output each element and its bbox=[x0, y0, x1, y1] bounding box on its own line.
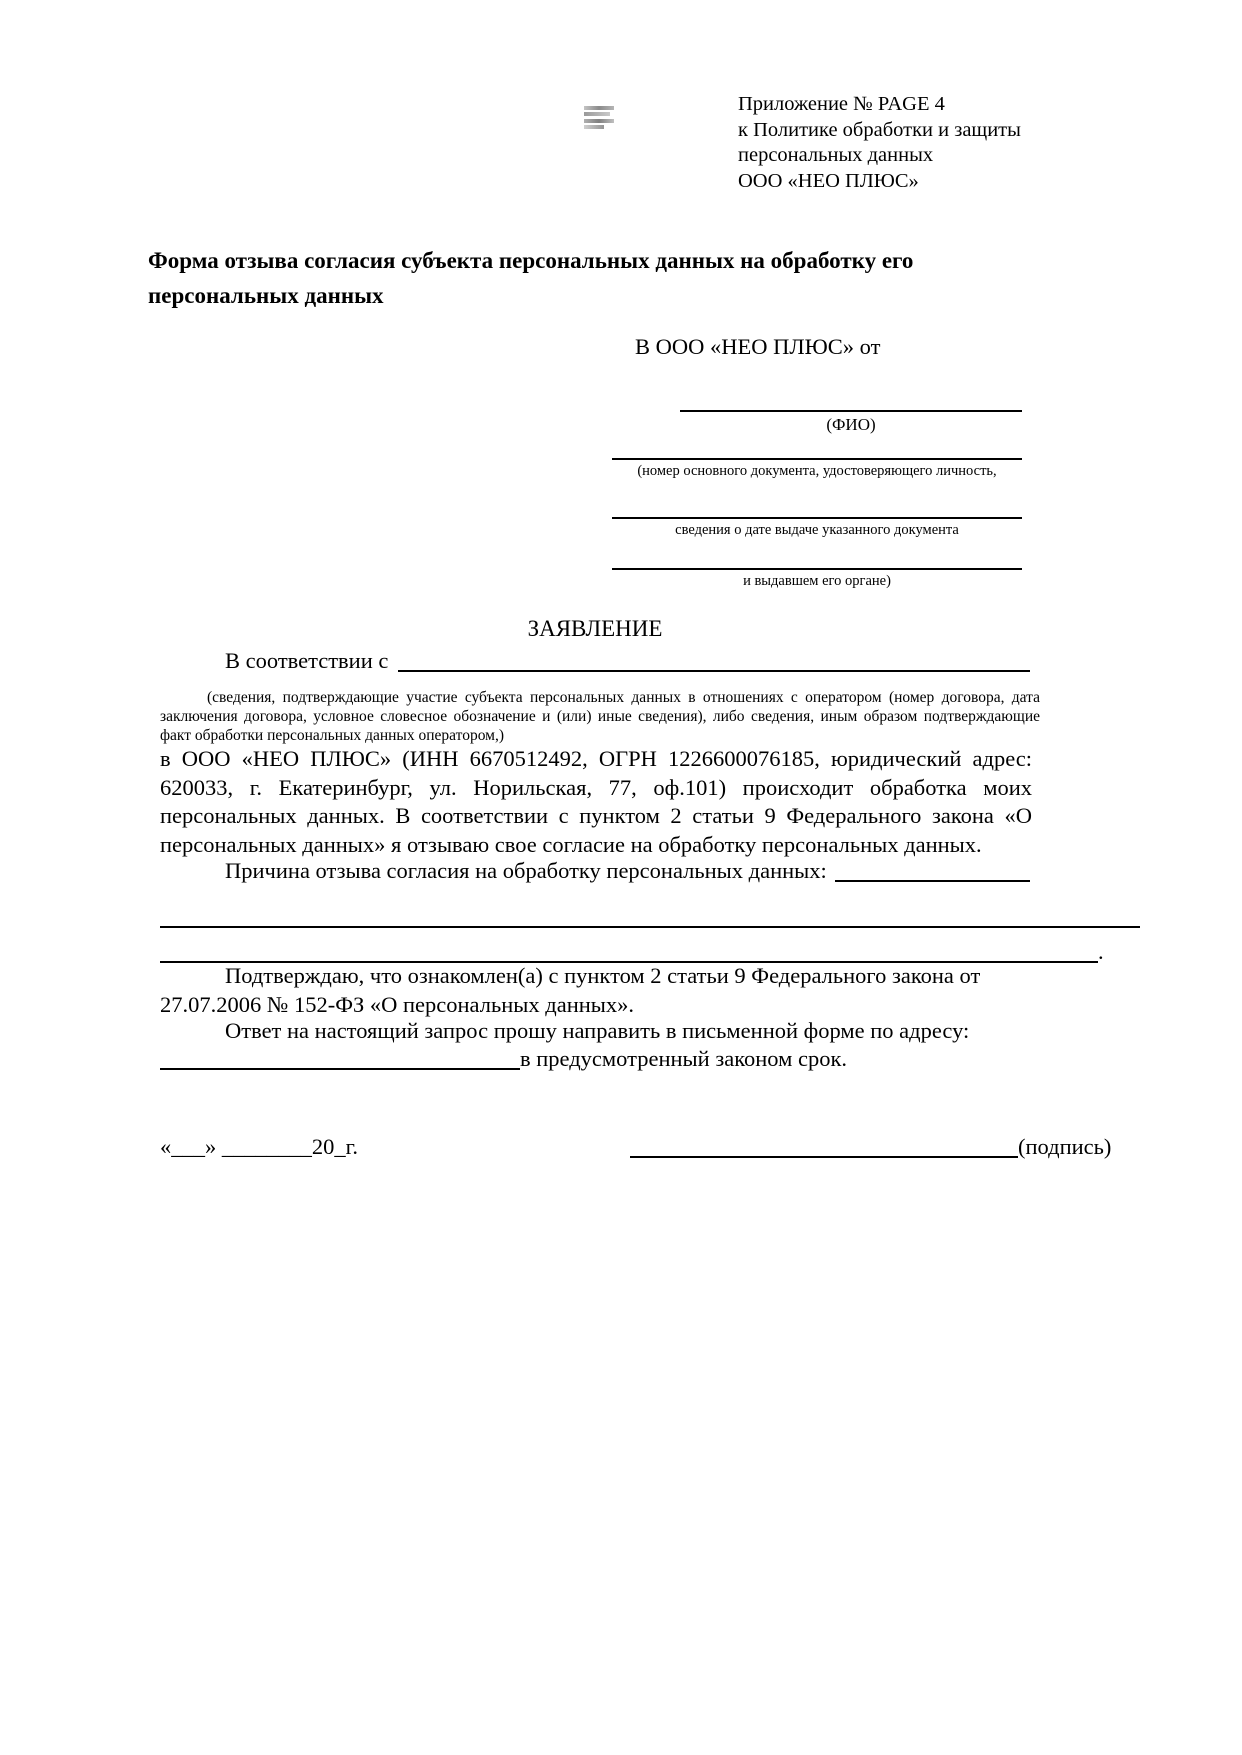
appendix-header-line: Приложение № PAGE 4 bbox=[738, 93, 945, 115]
issue-date-blank-field bbox=[612, 517, 1022, 539]
response-deadline-text: в предусмотренный законом срок. bbox=[520, 1046, 847, 1071]
withdrawal-reason-blank-line-2 bbox=[160, 926, 1140, 928]
signature-line bbox=[630, 1134, 1140, 1160]
blank-line-period: . bbox=[1098, 939, 1104, 964]
appendix-header-line: персональных данных bbox=[738, 144, 934, 166]
issuing-authority-caption: и выдавшем его органе) bbox=[743, 573, 891, 589]
contract-details-blank-line bbox=[398, 656, 1030, 672]
statement-heading: ЗАЯВЛЕНИЕ bbox=[527, 616, 663, 641]
signature-caption: (подпись) bbox=[1018, 1134, 1112, 1159]
appendix-header-line: к Политике обработки и защиты bbox=[738, 118, 1021, 141]
issuing-authority-blank-field bbox=[612, 568, 1022, 590]
document-number-caption: (номер основного документа, удостоверяющего личность, bbox=[637, 463, 997, 479]
withdrawal-reason-blank-rule bbox=[160, 947, 1098, 963]
response-address-blank-line bbox=[160, 1054, 520, 1070]
addressee-line: В ООО «НЕО ПЛЮС» от bbox=[635, 334, 881, 359]
document-title bbox=[148, 243, 1048, 313]
withdrawal-reason-label: Причина отзыва согласия на обработку персональных данных: bbox=[225, 858, 827, 883]
document-title-line: Форма отзыва согласия субъекта персональных данных на обработку его bbox=[148, 248, 914, 273]
appendix-header bbox=[738, 92, 1048, 194]
withdrawal-reason-line bbox=[160, 858, 1030, 884]
fio-caption: (ФИО) bbox=[826, 415, 876, 434]
document-number-blank-field bbox=[612, 458, 1022, 480]
withdrawal-reason-blank-line bbox=[835, 866, 1030, 882]
statement-opening-text: В соответствии с bbox=[225, 648, 389, 673]
document-title-line: персональных данных bbox=[148, 283, 384, 308]
response-request-paragraph: Ответ на настоящий запрос прошу направить в письменной форме по адресу: bbox=[225, 1018, 970, 1043]
statement-body: в ООО «НЕО ПЛЮС» (ИНН 6670512492, ОГРН 1226600076185, юридический адрес: 620033, г. Екатеринбург, ул. Норильская, 77, оф.101) происходит обработка моих персональных данных. В соответствии с пунктом 2 статьи 9 Федерального закона «О персональных данных» я отзываю свое согласие на обработку персональных данных. bbox=[160, 746, 1032, 857]
statement-opening-line bbox=[160, 648, 1030, 674]
response-address-line bbox=[160, 1046, 1032, 1072]
fio-blank-field bbox=[680, 410, 1022, 435]
confirmation-paragraph: Подтверждаю, что ознакомлен(а) с пунктом 2 статьи 9 Федерального закона от 27.07.2006 № 152-ФЗ «О персональных данных». bbox=[160, 963, 981, 1017]
issue-date-caption: сведения о дате выдаче указанного документа bbox=[675, 522, 959, 538]
signature-blank-line bbox=[630, 1142, 1018, 1158]
statement-footnote: (сведения, подтверждающие участие субъекта персональных данных в отношениях с оператором (номер договора, дата заключения договора, условное словесное обозначение и (или) иные сведения), либо сведения, иным образом подтверждающие факт обработки персональных данных оператором,) bbox=[160, 689, 1040, 744]
blurred-field-marker-icon bbox=[584, 106, 614, 129]
appendix-header-line: ООО «НЕО ПЛЮС» bbox=[738, 169, 919, 192]
date-blank-line: «___» ________20_г. bbox=[160, 1134, 358, 1159]
